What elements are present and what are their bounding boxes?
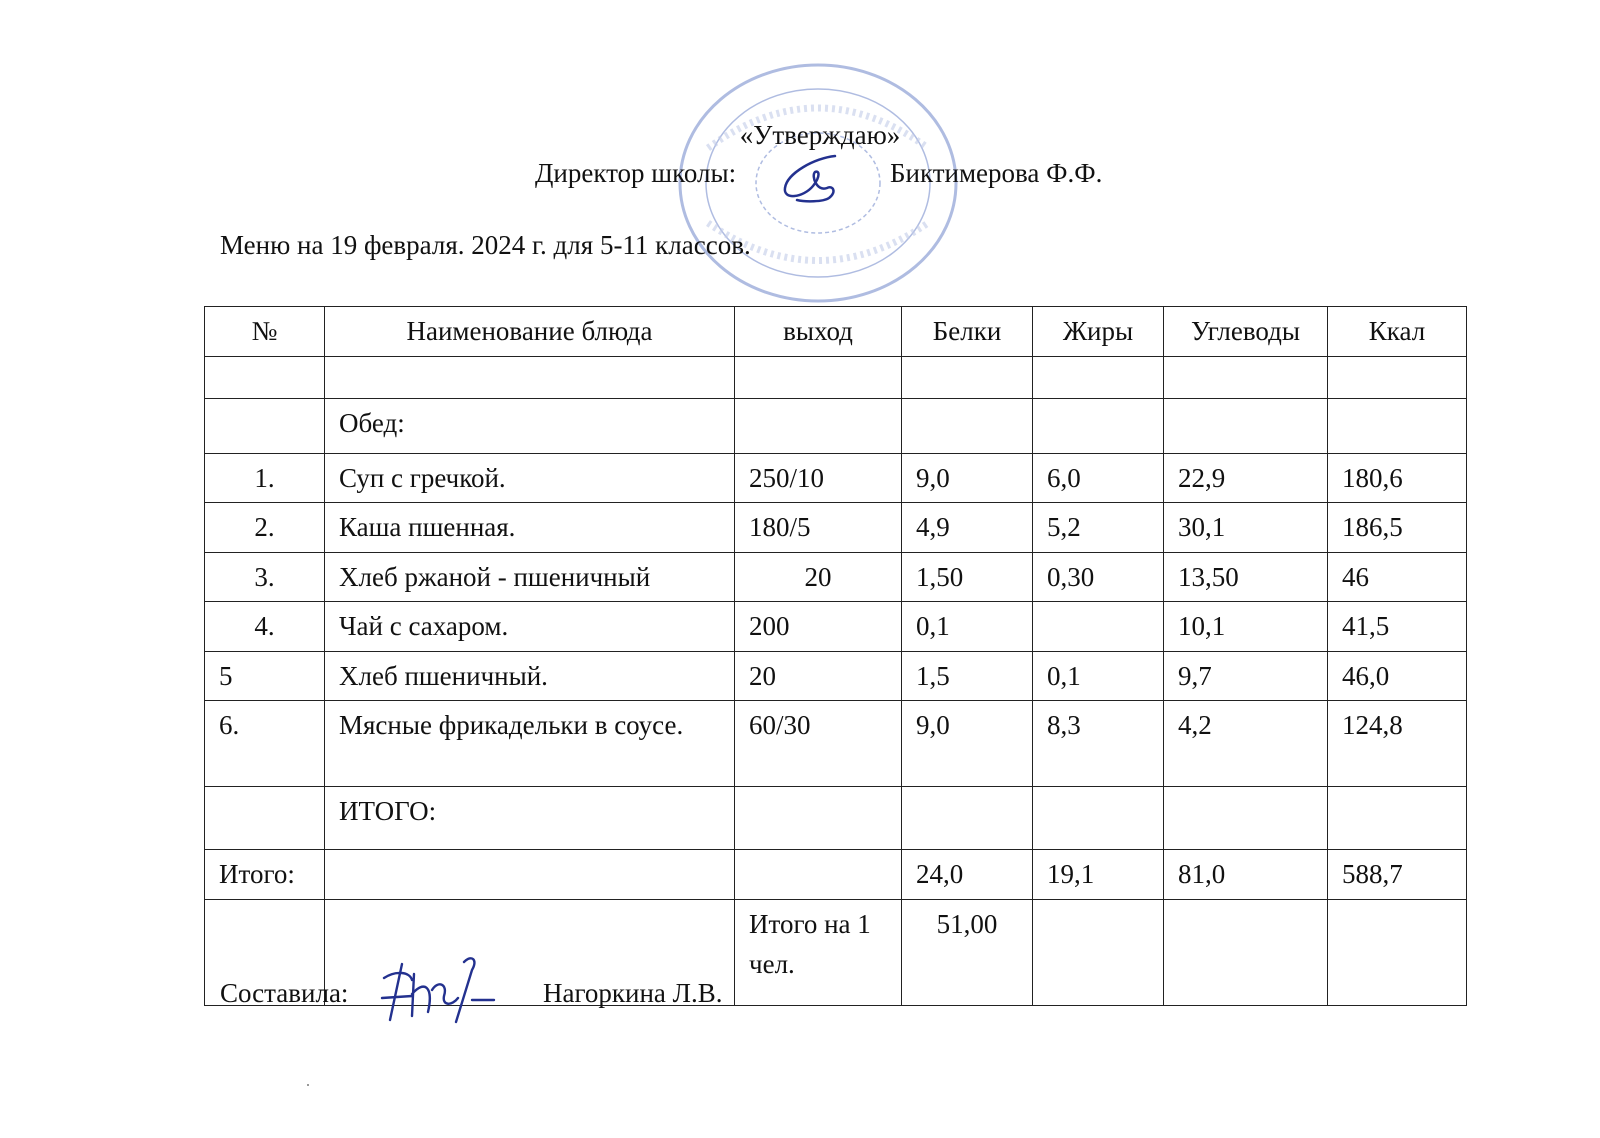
row-kcal: 180,6: [1328, 453, 1467, 503]
row-protein: 1,50: [902, 552, 1033, 602]
row-kcal: 41,5: [1328, 602, 1467, 652]
approve-heading: «Утверждаю»: [739, 120, 901, 150]
row-num: 3.: [205, 552, 325, 602]
section-row-lunch: [205, 398, 1467, 453]
total-label: Итого:: [205, 850, 325, 900]
row-num: 2.: [205, 503, 325, 553]
row-carbs: 9,7: [1164, 651, 1328, 701]
total-fat: 19,1: [1033, 850, 1164, 900]
total-kcal: 588,7: [1328, 850, 1467, 900]
row-out: 20: [735, 552, 902, 602]
total-carbs: 81,0: [1164, 850, 1328, 900]
table-header-row: [205, 307, 1467, 357]
compiler-signature: [372, 950, 512, 1030]
row-out: 250/10: [735, 453, 902, 503]
row-num: 6.: [205, 701, 325, 787]
director-signature: [775, 148, 855, 208]
row-carbs: 13,50: [1164, 552, 1328, 602]
per-person-label: Итого на 1 чел.: [735, 899, 902, 1005]
row-num: 1.: [205, 453, 325, 503]
director-line: [535, 158, 1103, 189]
total-protein: 24,0: [902, 850, 1033, 900]
row-fat: 0,1: [1033, 651, 1164, 701]
row-name: Хлеб ржаной - пшеничный: [325, 552, 735, 602]
row-kcal: 186,5: [1328, 503, 1467, 553]
row-num: 4.: [205, 602, 325, 652]
row-protein: 0,1: [902, 602, 1033, 652]
row-protein: 4,9: [902, 503, 1033, 553]
table-row: [205, 453, 1467, 503]
row-protein: 9,0: [902, 701, 1033, 787]
col-header-carbs: Углеводы: [1164, 307, 1328, 357]
row-name: Суп с гречкой.: [325, 453, 735, 503]
director-label: Директор школы:: [535, 158, 737, 188]
itogo-caps-row: [205, 787, 1467, 850]
table-row: [205, 701, 1467, 787]
row-protein: 9,0: [902, 453, 1033, 503]
row-num: 5: [205, 651, 325, 701]
menu-title: Меню на 19 февраля. 2024 г. для 5-11 классов.: [220, 230, 751, 260]
row-out: 20: [735, 651, 902, 701]
empty-row: [205, 356, 1467, 398]
compiled-by-line: [220, 978, 723, 1009]
row-name: Мясные фрикадельки в соусе.: [325, 701, 735, 787]
row-carbs: 30,1: [1164, 503, 1328, 553]
total-row: [205, 850, 1467, 900]
col-header-kcal: Ккал: [1328, 307, 1467, 357]
row-fat: [1033, 602, 1164, 652]
compiled-label: Составила:: [220, 978, 349, 1008]
row-protein: 1,5: [902, 651, 1033, 701]
section-label-lunch: Обед:: [325, 398, 735, 453]
row-fat: 8,3: [1033, 701, 1164, 787]
col-header-name: Наименование блюда: [325, 307, 735, 357]
itogo-caps-label: ИТОГО:: [325, 787, 735, 850]
col-header-protein: Белки: [902, 307, 1033, 357]
row-kcal: 46: [1328, 552, 1467, 602]
row-carbs: 22,9: [1164, 453, 1328, 503]
row-out: 200: [735, 602, 902, 652]
row-name: Каша пшенная.: [325, 503, 735, 553]
per-person-value: 51,00: [902, 899, 1033, 1005]
row-kcal: 46,0: [1328, 651, 1467, 701]
menu-table: [204, 306, 1467, 1006]
director-name: Биктимерова Ф.Ф.: [890, 158, 1103, 188]
table-row: [205, 602, 1467, 652]
row-carbs: 4,2: [1164, 701, 1328, 787]
row-name: Хлеб пшеничный.: [325, 651, 735, 701]
row-carbs: 10,1: [1164, 602, 1328, 652]
row-fat: 5,2: [1033, 503, 1164, 553]
table-row: [205, 552, 1467, 602]
row-out: 60/30: [735, 701, 902, 787]
table-row: [205, 651, 1467, 701]
row-out: 180/5: [735, 503, 902, 553]
row-fat: 6,0: [1033, 453, 1164, 503]
row-kcal: 124,8: [1328, 701, 1467, 787]
row-name: Чай с сахаром.: [325, 602, 735, 652]
scan-speck: [307, 1084, 309, 1086]
col-header-num: №: [205, 307, 325, 357]
table-row: [205, 503, 1467, 553]
row-fat: 0,30: [1033, 552, 1164, 602]
col-header-out: выход: [735, 307, 902, 357]
compiled-name: Нагоркина Л.В.: [543, 978, 723, 1008]
col-header-fat: Жиры: [1033, 307, 1164, 357]
